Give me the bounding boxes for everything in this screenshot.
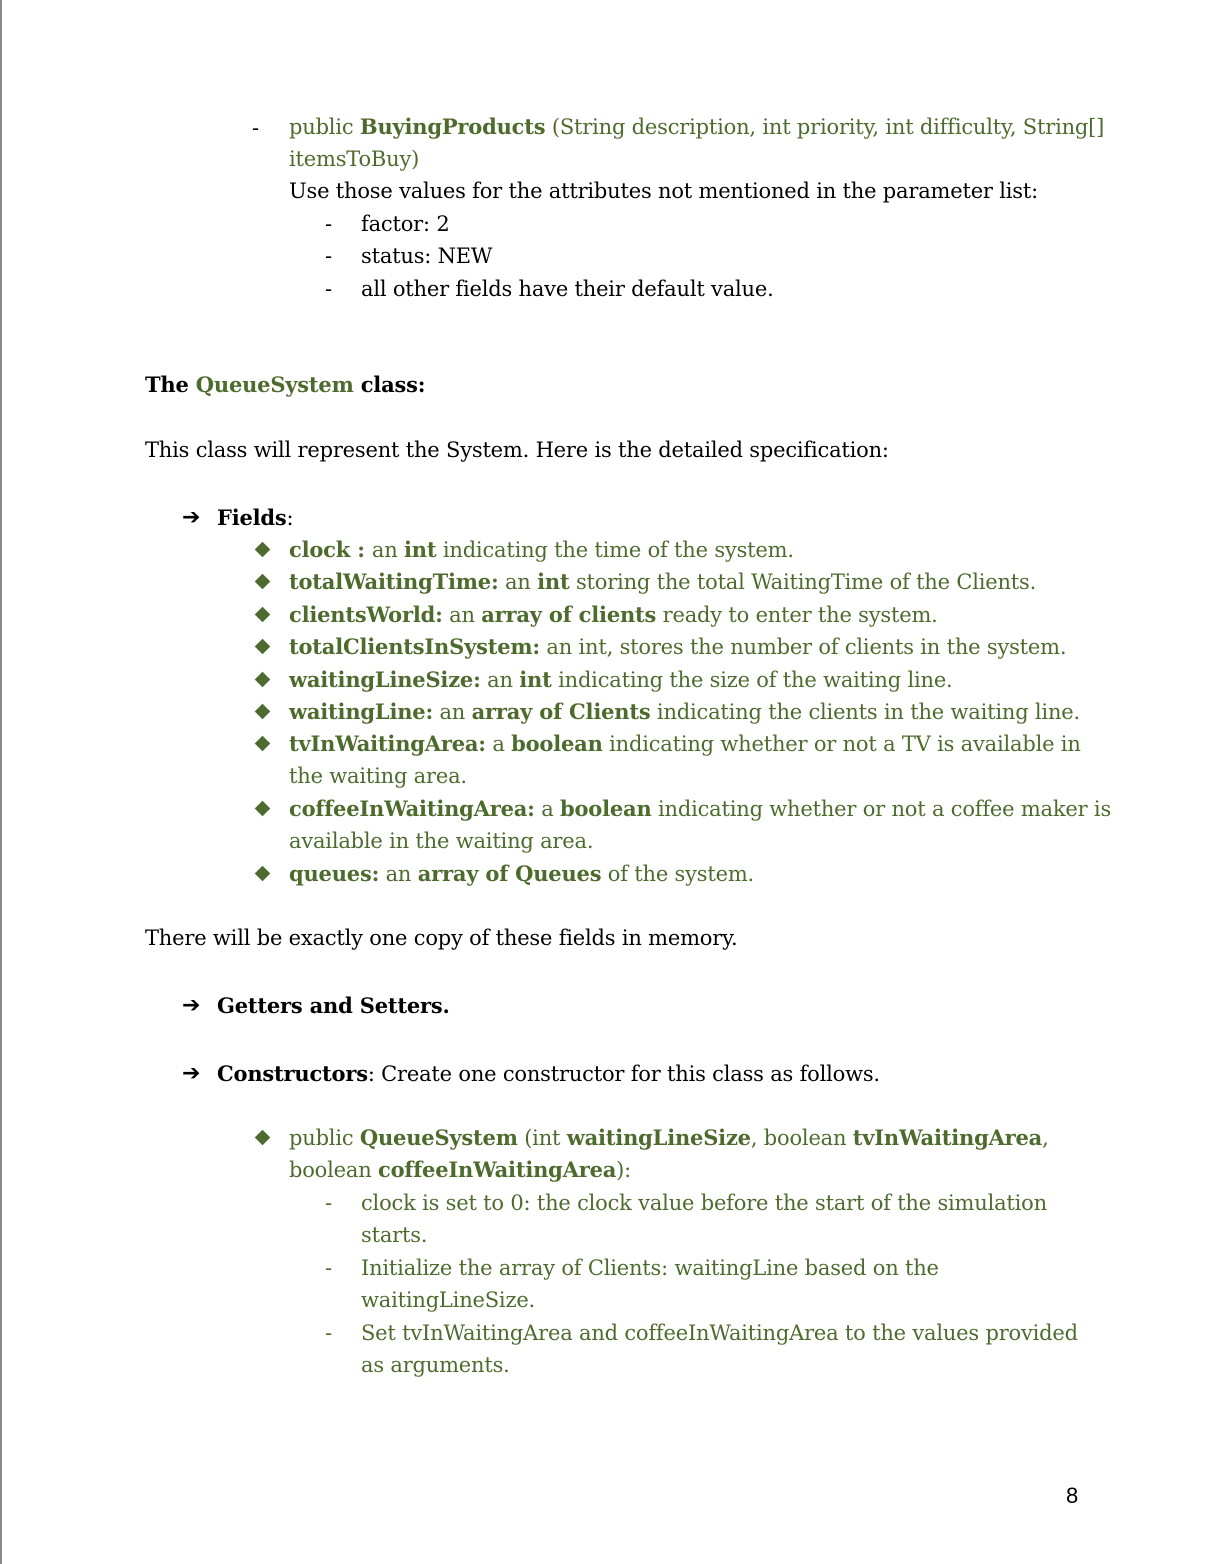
field-type: int — [537, 569, 570, 594]
field-item — [289, 728, 1081, 760]
field-name: tvInWaitingArea: — [289, 731, 486, 756]
field-name: clientsWorld: — [289, 602, 443, 627]
list-dash: - — [325, 244, 333, 268]
field-name: coffeeInWaitingArea: — [289, 796, 535, 821]
diamond-bullet-icon — [255, 866, 271, 882]
diamond-bullet-icon — [255, 672, 271, 688]
field-type: array of Queues — [417, 861, 602, 886]
queue-ctor-signature-cont — [289, 1154, 631, 1186]
buying-ctor-signature — [289, 111, 1104, 143]
ctor-param-name: tvInWaitingArea — [852, 1125, 1043, 1150]
list-item: all other fields have their default value. — [361, 277, 774, 301]
heading-class-word: class: — [353, 372, 426, 397]
ctor-param-type: (int — [517, 1126, 567, 1150]
page-number: 8 — [1066, 1483, 1079, 1508]
field-item-cont: available in the waiting area. — [289, 829, 594, 853]
diamond-bullet-icon — [255, 801, 271, 817]
fields-label: Fields — [217, 505, 287, 530]
field-text: an int, stores the number of clients in the system. — [539, 635, 1067, 659]
field-type: int — [404, 537, 437, 562]
buying-ctor-params-cont: itemsToBuy) — [289, 147, 420, 171]
ctor-param-type: boolean — [289, 1158, 378, 1182]
field-item — [289, 599, 938, 631]
queue-ctor-signature — [289, 1122, 1049, 1154]
section-heading — [145, 369, 425, 401]
list-item: status: NEW — [361, 244, 493, 268]
field-text: indicating the clients in the waiting line. — [650, 700, 1080, 724]
field-text: an — [442, 603, 482, 627]
field-text: an — [379, 862, 418, 886]
list-item-cont: as arguments. — [361, 1353, 510, 1377]
list-item: clock is set to 0: the clock value before the start of the simulation — [361, 1191, 1047, 1215]
field-item — [289, 793, 1111, 825]
list-dash: - — [325, 1321, 333, 1345]
constructors-desc: : Create one constructor for this class as follows. — [367, 1062, 880, 1086]
field-text: a — [534, 797, 561, 821]
field-name: totalClientsInSystem: — [289, 634, 540, 659]
field-item — [289, 534, 794, 566]
getters-setters-heading: Getters and Setters. — [217, 993, 450, 1018]
field-type: array of Clients — [471, 699, 651, 724]
ctor-param-name: coffeeInWaitingArea — [378, 1157, 617, 1182]
ctor-comma: , — [1042, 1126, 1049, 1150]
field-name: waitingLine: — [289, 699, 434, 724]
field-text: an — [498, 570, 538, 594]
field-text: indicating the size of the waiting line. — [551, 668, 953, 692]
diamond-bullet-icon — [255, 542, 271, 558]
buying-ctor-params: (String description, int priority, int difficulty, String[] — [545, 115, 1105, 139]
field-name: clock : — [289, 537, 372, 562]
heading-the: The — [145, 372, 196, 397]
ctor-pre: public — [289, 1126, 360, 1150]
diamond-bullet-icon — [255, 1130, 271, 1146]
intro-paragraph: This class will represent the System. Here is the detailed specification: — [145, 438, 889, 462]
field-type: array of clients — [481, 602, 657, 627]
field-type: boolean — [560, 796, 652, 821]
arrow-bullet-icon: ➔ — [182, 1061, 201, 1086]
field-type: boolean — [511, 731, 603, 756]
ctor-param-type: , boolean — [750, 1126, 853, 1150]
field-text: ready to enter the system. — [656, 603, 938, 627]
heading-class-name: QueueSystem — [195, 372, 354, 397]
field-text: indicating whether or not a TV is available in — [602, 732, 1081, 756]
ctor-name: QueueSystem — [359, 1125, 518, 1150]
list-item: factor: 2 — [361, 212, 450, 236]
field-name: waitingLineSize: — [289, 667, 481, 692]
list-dash: - — [325, 212, 333, 236]
page-left-edge — [0, 0, 2, 1564]
field-item — [289, 664, 953, 696]
constructors-label: Constructors — [217, 1061, 368, 1086]
buying-ctor-pre: public — [289, 115, 360, 139]
field-name: totalWaitingTime: — [289, 569, 499, 594]
field-name: queues: — [289, 861, 380, 886]
list-item: Initialize the array of Clients: waitingLine based on the — [361, 1256, 939, 1280]
fields-heading — [217, 502, 293, 534]
field-item — [289, 566, 1036, 598]
field-item — [289, 631, 1066, 663]
diamond-bullet-icon — [255, 607, 271, 623]
list-dash: - — [325, 1256, 333, 1280]
field-text: indicating whether or not a coffee maker is — [651, 797, 1112, 821]
one-copy-paragraph: There will be exactly one copy of these fields in memory. — [145, 926, 738, 950]
field-text: of the system. — [601, 862, 755, 886]
list-dash: - — [252, 116, 260, 140]
constructors-heading — [217, 1058, 880, 1090]
diamond-bullet-icon — [255, 736, 271, 752]
field-text: an — [480, 668, 520, 692]
field-type: int — [519, 667, 552, 692]
arrow-bullet-icon: ➔ — [182, 505, 201, 530]
arrow-bullet-icon: ➔ — [182, 993, 201, 1018]
field-text: a — [485, 732, 512, 756]
field-text: an — [371, 538, 405, 562]
ctor-param-name: waitingLineSize — [566, 1125, 751, 1150]
field-text: indicating the time of the system. — [436, 538, 794, 562]
diamond-bullet-icon — [255, 704, 271, 720]
list-item-cont: starts. — [361, 1223, 428, 1247]
ctor-close: ): — [616, 1158, 632, 1182]
fields-colon: : — [286, 506, 294, 530]
field-text: an — [433, 700, 472, 724]
field-text: storing the total WaitingTime of the Clients. — [569, 570, 1037, 594]
field-item-cont: the waiting area. — [289, 764, 467, 788]
diamond-bullet-icon — [255, 574, 271, 590]
diamond-bullet-icon — [255, 639, 271, 655]
field-item — [289, 858, 754, 890]
use-values-text: Use those values for the attributes not mentioned in the parameter list: — [289, 179, 1038, 203]
list-item-cont: waitingLineSize. — [361, 1288, 536, 1312]
list-item: Set tvInWaitingArea and coffeeInWaitingArea to the values provided — [361, 1321, 1078, 1345]
list-dash: - — [325, 277, 333, 301]
buying-ctor-name: BuyingProducts — [359, 114, 546, 139]
list-dash: - — [325, 1191, 333, 1215]
field-item — [289, 696, 1080, 728]
